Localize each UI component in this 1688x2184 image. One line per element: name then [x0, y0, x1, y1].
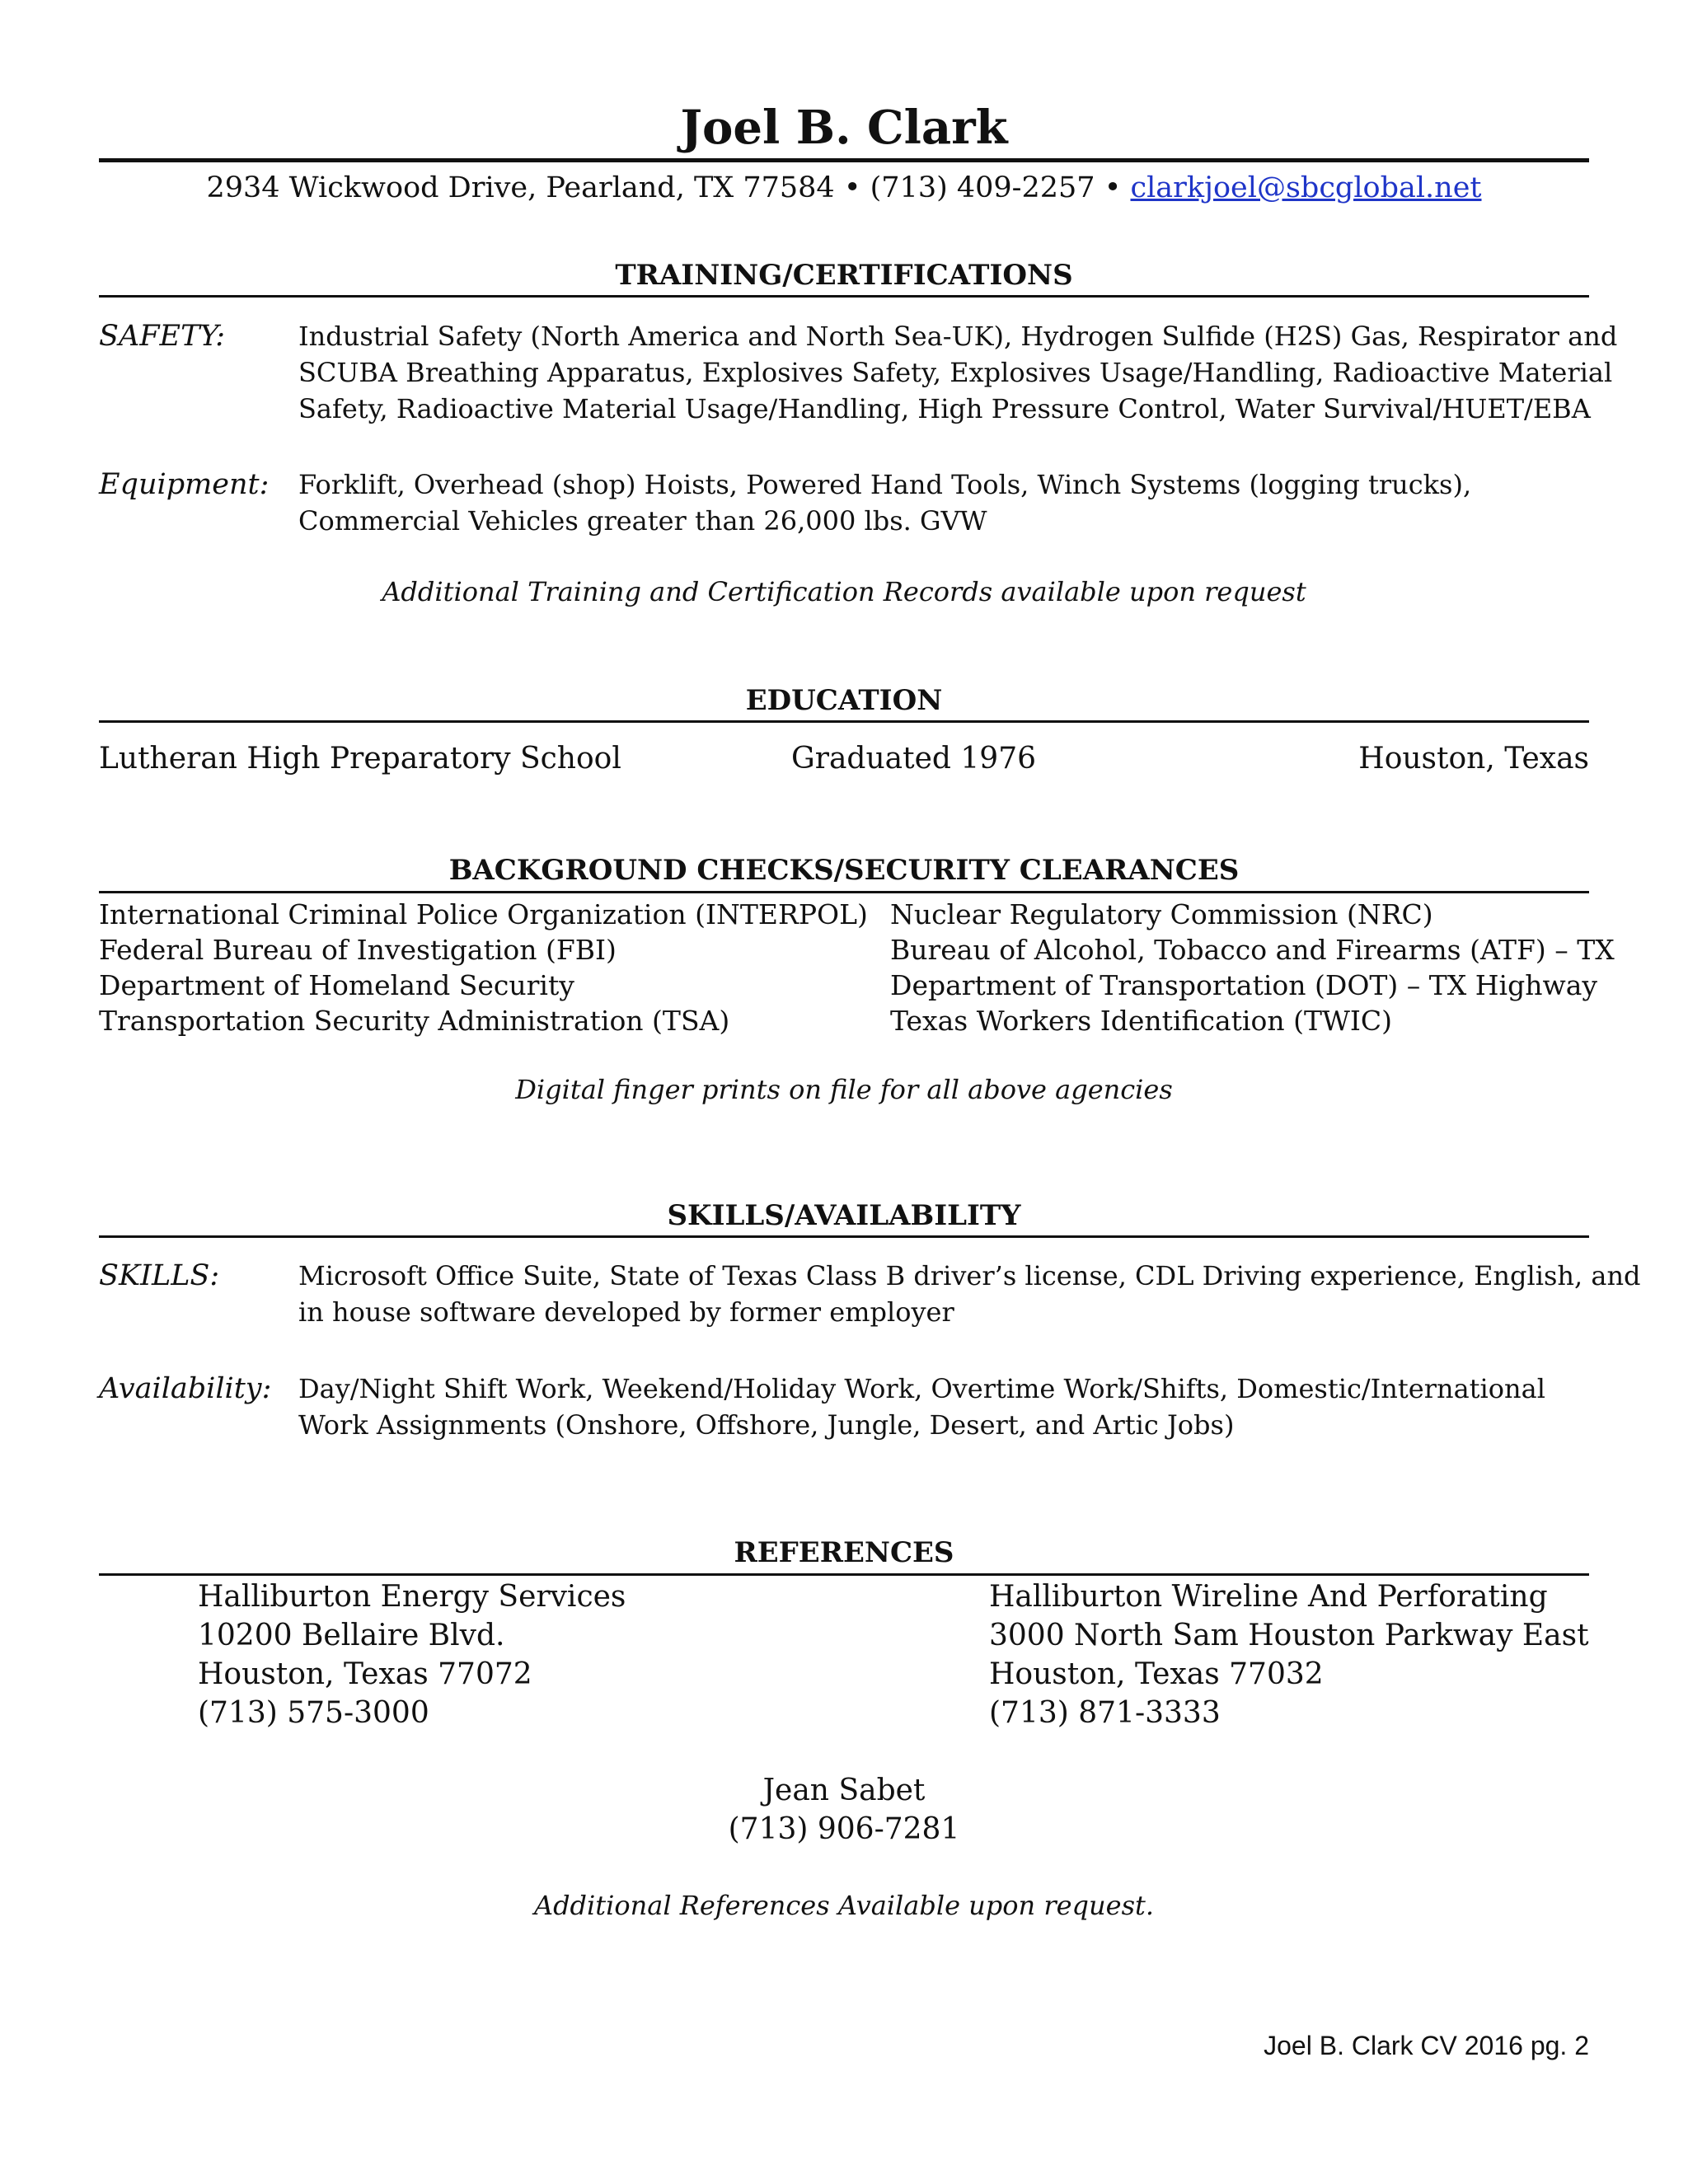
equipment-label: Equipment: [99, 468, 270, 501]
clearance-item: Nuclear Regulatory Commission (NRC) [890, 898, 1433, 930]
section-rule [99, 1573, 1589, 1576]
safety-line: Safety, Radioactive Material Usage/Handling, High Pressure Control, Water Survival/HUET/EBA [298, 393, 1591, 424]
training-note: Additional Training and Certification Records available upon request [382, 576, 1306, 607]
reference-line: (713) 906-7281 [728, 1812, 960, 1846]
clearance-item: Department of Homeland Security [99, 969, 574, 1001]
phone: (713) 409-2257 [870, 171, 1095, 204]
page-footer: Joel B. Clark CV 2016 pg. 2 [1264, 2031, 1589, 2060]
section-heading-training: TRAINING/CERTIFICATIONS [615, 259, 1073, 292]
background-note: Digital finger prints on file for all above agencies [515, 1074, 1173, 1105]
header-rule [99, 158, 1589, 162]
clearance-item: Texas Workers Identification (TWIC) [890, 1005, 1393, 1037]
contact-line [99, 168, 1589, 208]
reference-line: (713) 871-3333 [989, 1696, 1221, 1730]
address: 2934 Wickwood Drive, Pearland, TX 77584 [206, 171, 835, 204]
section-rule [99, 295, 1589, 298]
section-rule [99, 891, 1589, 893]
reference-line: Houston, Texas 77072 [198, 1657, 532, 1691]
availability-label: Availability: [99, 1372, 272, 1405]
section-heading-skills: SKILLS/AVAILABILITY [667, 1199, 1021, 1232]
bullet-separator: • [843, 171, 861, 204]
reference-line: 3000 North Sam Houston Parkway East [989, 1619, 1589, 1652]
skills-label: SKILLS: [99, 1259, 220, 1292]
reference-line: Houston, Texas 77032 [989, 1657, 1324, 1691]
availability-line: Work Assignments (Onshore, Offshore, Jungle, Desert, and Artic Jobs) [298, 1409, 1235, 1441]
safety-line: SCUBA Breathing Apparatus, Explosives Safety, Explosives Usage/Handling, Radioactive Material [298, 357, 1613, 388]
education-location: Houston, Texas [1358, 742, 1589, 776]
reference-line: (713) 575-3000 [198, 1696, 429, 1730]
section-rule [99, 720, 1589, 723]
education-graduated: Graduated 1976 [791, 742, 1036, 776]
reference-line: Jean Sabet [762, 1774, 926, 1807]
section-heading-references: REFERENCES [734, 1536, 954, 1569]
section-heading-education: EDUCATION [745, 684, 943, 717]
equipment-line: Forklift, Overhead (shop) Hoists, Powered Hand Tools, Winch Systems (logging trucks), [298, 469, 1472, 500]
safety-label: SAFETY: [99, 320, 226, 353]
reference-line: 10200 Bellaire Blvd. [198, 1619, 505, 1652]
reference-line: Halliburton Energy Services [198, 1580, 626, 1614]
clearance-item: Bureau of Alcohol, Tobacco and Firearms (ATF) – TX [890, 934, 1615, 966]
safety-line: Industrial Safety (North America and North Sea-UK), Hydrogen Sulfide (H2S) Gas, Respirator and [298, 321, 1618, 352]
section-heading-background: BACKGROUND CHECKS/SECURITY CLEARANCES [448, 854, 1240, 887]
education-school: Lutheran High Preparatory School [99, 742, 621, 776]
candidate-name: Joel B. Clark [680, 101, 1008, 155]
availability-line: Day/Night Shift Work, Weekend/Holiday Work, Overtime Work/Shifts, Domestic/International [298, 1373, 1545, 1404]
clearance-item: Federal Bureau of Investigation (FBI) [99, 934, 617, 966]
clearance-item: Department of Transportation (DOT) – TX Highway [890, 969, 1598, 1001]
skills-line: Microsoft Office Suite, State of Texas Class B driver’s license, CDL Driving experience, English, and [298, 1260, 1641, 1291]
section-rule [99, 1235, 1589, 1238]
bullet-separator: • [1104, 171, 1122, 204]
clearance-item: International Criminal Police Organization (INTERPOL) [99, 898, 868, 930]
clearance-item: Transportation Security Administration (TSA) [99, 1005, 730, 1037]
reference-line: Halliburton Wireline And Perforating [989, 1580, 1548, 1614]
skills-line: in house software developed by former employer [298, 1296, 954, 1328]
references-note: Additional References Available upon request. [533, 1890, 1155, 1921]
email-link[interactable]: clarkjoel@sbcglobal.net [1130, 171, 1482, 204]
equipment-line: Commercial Vehicles greater than 26,000 lbs. GVW [298, 505, 987, 537]
